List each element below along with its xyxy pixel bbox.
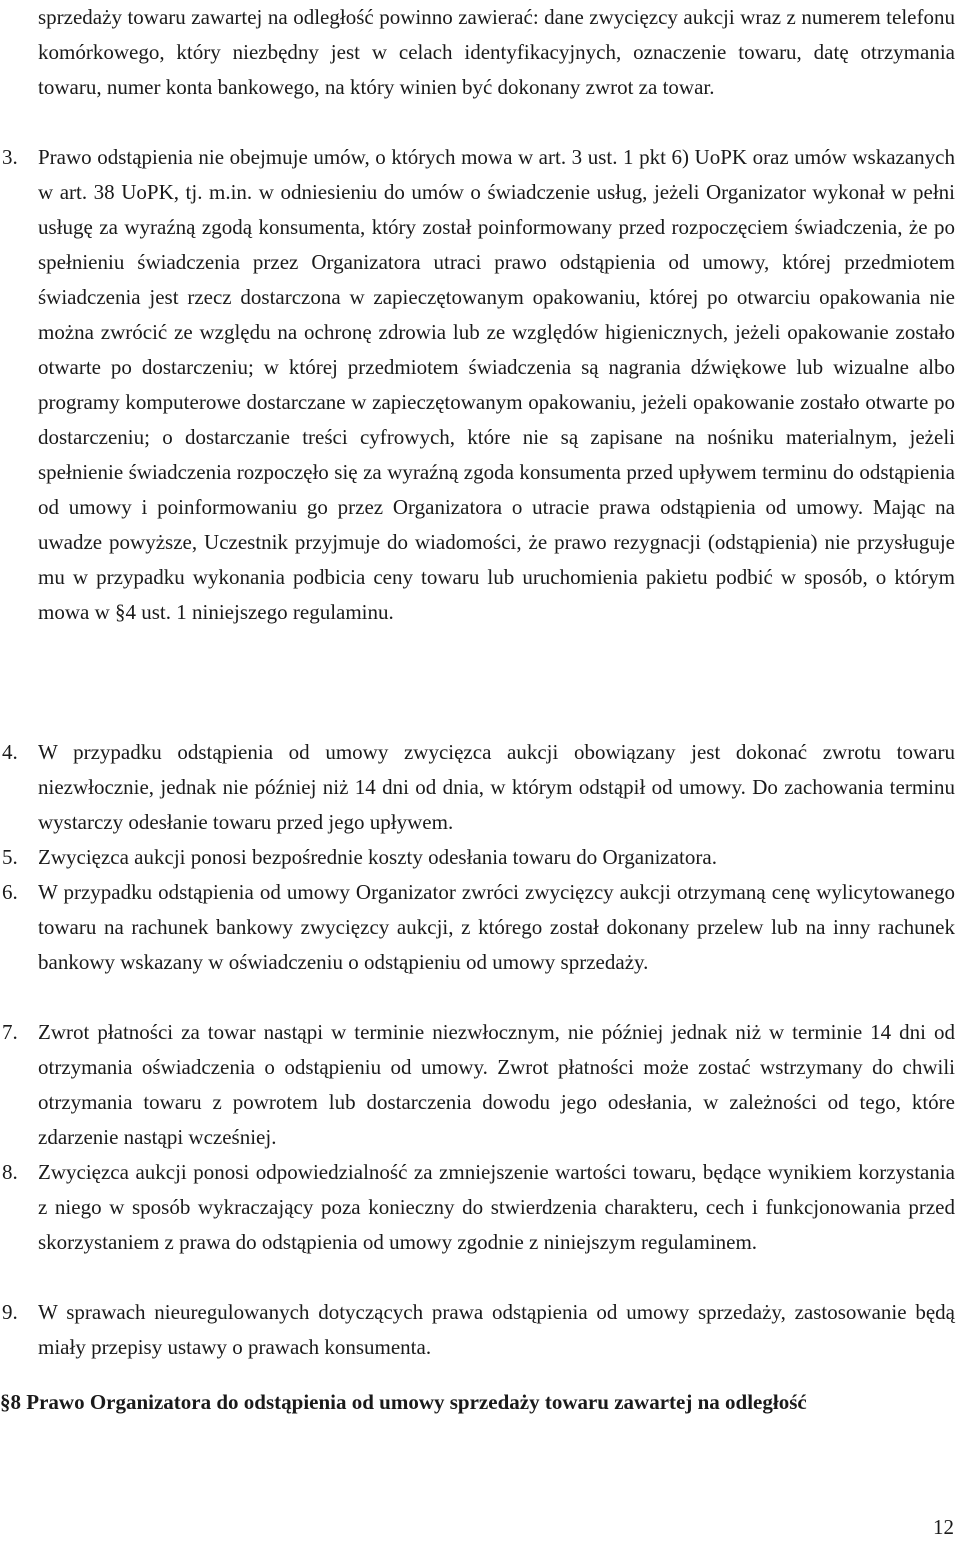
list-item-4	[0, 735, 955, 840]
list-item-8	[0, 1155, 955, 1260]
list-item-3	[0, 140, 955, 630]
list-item-6	[0, 875, 955, 980]
list-item-text: Zwycięzca aukcji ponosi bezpośrednie koszty odesłania towaru do Organizatora.	[38, 845, 717, 869]
list-item-text: Zwrot płatności za towar nastąpi w terminie niezwłocznym, nie później jednak niż w terminie 14 dni od otrzymania oświadczenia o odstąpieniu od umowy. Zwrot płatności może zostać wstrzymany do chwili otrzymania towaru z powrotem lub dostarczenia dowodu jego odesłania, w zależności od tego, które zdarzenie nastąpi wcześniej.	[38, 1020, 955, 1149]
list-item-text: Zwycięzca aukcji ponosi odpowiedzialność za zmniejszenie wartości towaru, będące wynikiem korzystania z niego w sposób wykraczający poza konieczny do stwierdzenia charakteru, cech i funkcjonowania przed skorzystaniem z prawa do odstąpienia od umowy zgodnie z niniejszym regulaminem.	[38, 1160, 955, 1254]
list-item-number: 5.	[2, 845, 18, 869]
list-item-text: W przypadku odstąpienia od umowy zwycięzca aukcji obowiązany jest dokonać zwrotu towaru niezwłocznie, jednak nie później niż 14 dni od dnia, w którym odstąpił od umowy. Do zachowania terminu wystarczy odesłanie towaru przed jego upływem.	[38, 740, 955, 834]
list-item-number: 7.	[2, 1020, 18, 1044]
list-item-9	[0, 1295, 955, 1365]
list-item-number: 9.	[2, 1300, 18, 1324]
list-item-5	[0, 840, 955, 875]
list-item-text: Prawo odstąpienia nie obejmuje umów, o których mowa w art. 3 ust. 1 pkt 6) UoPK oraz umów wskazanych w art. 38 UoPK, tj. m.in. w odniesieniu do umów o świadczenie usług, jeżeli Organizator wykonał w pełni usługę za wyraźną zgodą konsumenta, który został poinformowany przed rozpoczęciem świadczenia, że po spełnieniu świadczenia przez Organizatora utraci prawo odstąpienia od umowy, której przedmiotem świadczenia jest rzecz dostarczona w zapieczętowanym opakowaniu, której po otwarciu opakowania nie można zwrócić ze względu na ochronę zdrowia lub ze względów higienicznych, jeżeli opakowanie zostało otwarte po dostarczeniu; w której przedmiotem świadczenia są nagrania dźwiękowe lub wizualne albo programy komputerowe dostarczane w zapieczętowanym opakowaniu, jeżeli opakowanie zostało otwarte po dostarczeniu; o dostarczanie treści cyfrowych, które nie są zapisane na nośniku materialnym, jeżeli spełnienie świadczenia rozpoczęło się za wyraźną zgoda konsumenta przed upływem terminu do odstąpienia od umowy i poinformowaniu go przez Organizatora o utracie prawa odstąpienia od umowy. Mając na uwadze powyższe, Uczestnik przyjmuje do wiadomości, że prawo rezygnacji (odstąpienia) nie przysługuje mu w przypadku wykonania podbicia ceny towaru lub uruchomienia pakietu podbić w sposób, o którym mowa w §4 ust. 1 niniejszego regulaminu.	[38, 145, 955, 624]
list-item-number: 3.	[2, 145, 18, 169]
list-item-text: W sprawach nieuregulowanych dotyczących prawa odstąpienia od umowy sprzedaży, zastosowanie będą miały przepisy ustawy o prawach konsumenta.	[38, 1300, 955, 1359]
list-item-text: W przypadku odstąpienia od umowy Organizator zwróci zwycięzcy aukcji otrzymaną cenę wylicytowanego towaru na rachunek bankowy zwycięzcy aukcji, z którego został dokonany przelew lub na inny rachunek bankowy wskazany w oświadczeniu o odstąpieniu od umowy sprzedaży.	[38, 880, 955, 974]
continuation-paragraph: sprzedaży towaru zawartej na odległość powinno zawierać: dane zwycięzcy aukcji wraz z numerem telefonu komórkowego, który niezbędny jest w celach identyfikacyjnych, oznaczenie towaru, datę otrzymania towaru, numer konta bankowego, na który winien być dokonany zwrot za towar.	[38, 5, 955, 99]
list-item-number: 6.	[2, 880, 18, 904]
page-number: 12	[933, 1515, 954, 1539]
list-item-number: 8.	[2, 1160, 18, 1184]
list-item-number: 4.	[2, 740, 18, 764]
list-item-7	[0, 1015, 955, 1155]
section-heading: §8 Prawo Organizatora do odstąpienia od umowy sprzedaży towaru zawartej na odległość	[0, 1390, 807, 1414]
